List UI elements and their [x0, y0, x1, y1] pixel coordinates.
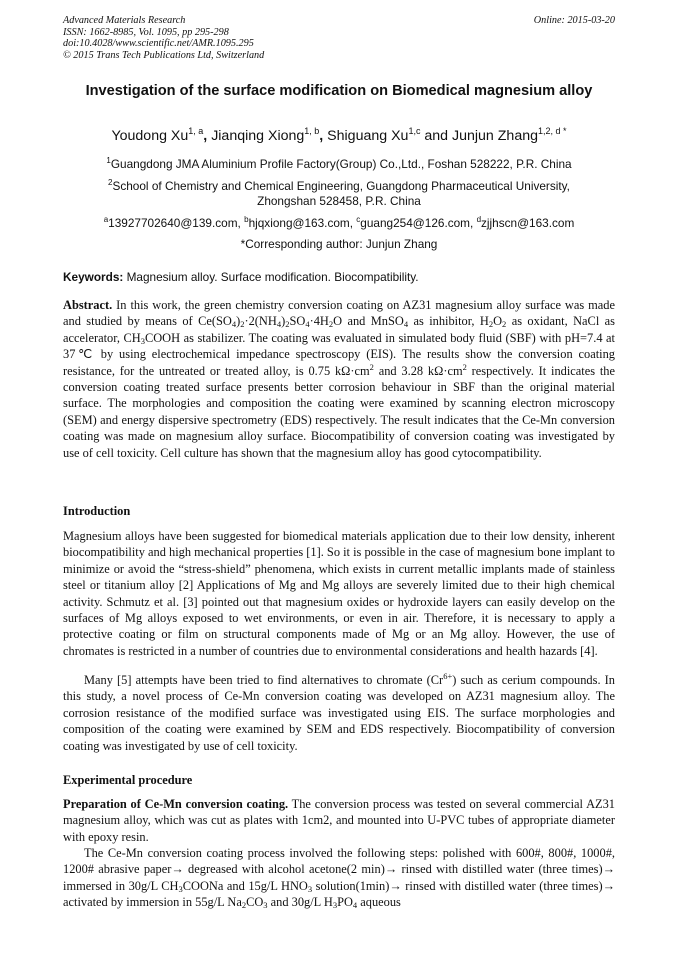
- superscript: 6+: [443, 671, 453, 681]
- author-name: Youdong Xu: [111, 128, 189, 144]
- affiliation-1-marker: 1: [106, 156, 111, 165]
- text-run: ): [236, 314, 241, 329]
- journal-name: Advanced Materials Research: [63, 15, 186, 26]
- text-run: COOH as stabilizer. The coating was evaluated in simulated body fluid (SBF) with pH=7.4 at 37℃ by using electrochemical impedance spectroscopy (EIS). The results show the conversion coating resistance, for the untreated or treated alloy, is 0.75 kΩ·cm: [63, 330, 615, 378]
- text-run: and 3.28 kΩ·cm: [373, 363, 463, 378]
- text-run: The Ce-Mn conversion coating process involved the following steps: polished with 600#, 800#, 1000#, 1200# abrasive paper→ degreased with alcohol acetone(2 min)→ rinsed with distilled water (three times)→ immersed in 30g/L CH: [63, 846, 615, 893]
- subscript: 3: [307, 883, 313, 894]
- paper-title: Investigation of the surface modification on Biomedical magnesium alloy: [85, 83, 593, 99]
- text-run: O: [493, 314, 503, 329]
- preparation-subheading: Preparation of Ce-Mn conversion coating.: [63, 797, 289, 811]
- subscript: 2: [488, 319, 494, 330]
- email-address: hjqxiong@163.com,: [248, 216, 357, 230]
- introduction-paragraph-2: [63, 672, 615, 754]
- keywords-label: Keywords:: [63, 270, 124, 284]
- text-run: ·2(NH: [244, 314, 277, 329]
- affiliation-2-line1: School of Chemistry and Chemical Engineering, Guangdong Pharmaceutical University,: [112, 179, 570, 193]
- author-list: [40, 127, 638, 146]
- subscript: 4: [403, 319, 409, 330]
- online-date: Online: 2015-03-20: [533, 15, 615, 26]
- journal-header: [63, 15, 483, 61]
- subscript: 3: [332, 900, 338, 911]
- journal-issn: ISSN: 1662-8985, Vol. 1095, pp 295-298: [63, 26, 229, 38]
- journal-doi: doi:10.4028/www.scientific.net/AMR.1095.295: [63, 38, 254, 50]
- author-separator: ,: [319, 128, 328, 144]
- keywords-text: Magnesium alloy. Surface modification. Biocompatibility.: [123, 270, 419, 284]
- author-affiliation-marker: 1,c: [408, 126, 421, 136]
- affiliation-2: [50, 179, 628, 209]
- author-name: Shiguang Xu: [327, 128, 409, 144]
- text-run: ): [281, 314, 286, 329]
- subscript: 2: [328, 319, 334, 330]
- email-address: guang254@126.com,: [360, 216, 477, 230]
- text-run: In this work, the green chemistry conversion coating on AZ31 magnesium alloy surface was made and studied by means of Ce(SO: [63, 298, 615, 329]
- keywords: [63, 270, 615, 285]
- text-run: SO: [289, 314, 306, 329]
- author-name: Junjun Zhang: [452, 128, 538, 144]
- subscript: 2: [241, 900, 247, 911]
- text-run: Many [5] attempts have been tried to find alternatives to chromate (Cr: [84, 673, 444, 687]
- author-affiliation-marker: 1,2, d *: [538, 126, 567, 136]
- subscript: 2: [285, 319, 290, 330]
- experimental-paragraph-1-text: The conversion process was tested on several commercial AZ31 magnesium alloy, which was cut as plates with 1cm2, and mounted into U-PVC tubes of appropriate diameter with epoxy resin.: [63, 797, 615, 844]
- text-run: ) such as cerium compounds. In this study, a novel process of Ce-Mn conversion coating was developed on AZ31 magnesium alloy. The corrosion resistance of the modified surface was investigated using EIS. The surface morphologies and composition of the coating were examined by SEM and EDS respectively. Biocompatibility of conversion coating was investigated by use of cell toxicity.: [63, 673, 615, 753]
- author-affiliation-marker: 1, a: [188, 126, 204, 136]
- text-run: PO: [337, 895, 353, 910]
- affiliation-1-text: Guangdong JMA Aluminium Profile Factory(Group) Co.,Ltd., Foshan 528222, P.R. China: [110, 157, 572, 171]
- experimental-paragraph-1: [63, 796, 615, 845]
- abstract-text: [63, 298, 615, 460]
- text-run: respectively. It indicates the conversion coating treated surface presents better corrosion behaviour in SBF than the original material surface. The morphologies and composition the coating were examined by scanning electron microscopy (SEM) and energy dispersive spectrometry (EDS) respectively. The result indicates that the Ce-Mn conversion coating was made on magnesium alloy surface. Biocompatibility of conversion coating was investigated by use of cell toxicity. Cell culture has shown that the magnesium alloy has good cytocompatibility.: [63, 363, 615, 460]
- subscript: 4: [352, 900, 358, 911]
- subscript: 2: [240, 319, 245, 330]
- author-affiliation-marker: 1, b: [304, 126, 320, 136]
- author-name: Jianqing Xiong: [211, 128, 305, 144]
- subscript: 3: [140, 335, 145, 346]
- text-run: as inhibitor, H: [408, 314, 489, 329]
- experimental-heading: Experimental procedure: [63, 773, 193, 787]
- text-run: solution(1min)→ rinsed with distilled water (three times)→ activated by immersion in 55g/L Na: [63, 878, 615, 910]
- subscript: 3: [178, 883, 183, 894]
- text-run: aqueous: [357, 895, 401, 910]
- subscript: 2: [502, 319, 507, 330]
- superscript: 2: [462, 361, 467, 372]
- subscript: 4: [276, 319, 282, 330]
- text-run: ·4H: [309, 314, 329, 329]
- superscript: 2: [369, 361, 374, 372]
- email-list: [50, 216, 628, 231]
- text-run: O and MnSO: [333, 314, 404, 329]
- experimental-paragraph-2: [63, 845, 615, 911]
- email-marker: b: [244, 215, 249, 224]
- email-address: zjjhscn@163.com: [481, 216, 575, 230]
- affiliation-2-line2: Zhongshan 528458, P.R. China: [257, 194, 421, 209]
- email-marker: d: [476, 215, 482, 224]
- text-run: COONa and 15g/L HNO: [182, 878, 308, 893]
- text-run: CO: [246, 895, 264, 910]
- email-marker: a: [103, 215, 109, 224]
- abstract: [63, 297, 615, 461]
- corresponding-author: *Corresponding author: Junjun Zhang: [240, 237, 438, 251]
- email-marker: c: [356, 215, 361, 224]
- author-separator: ,: [203, 128, 212, 144]
- text-run: and 30g/L H: [267, 895, 333, 910]
- introduction-paragraph-1: Magnesium alloys have been suggested for biomedical materials application due to their low density, inherent biocompatibility and high mechanical properties [1]. So it is possible in the case of magnesium bone implant to minimize or avoid the “stress-shield” phenomena, which exists in current metallic implants made of stainless steel or titanium alloy [2] Applications of Mg and Mg alloys are severely limited due to their high chemical activity. Schmutz et al. [3] pointed out that magnesium oxides or hydroxide layers can easily develop on the surfaces of Mg alloys exposed to wet environments, or even in air. Therefore, it is necessary to apply a protective coating or film on structural components made of Mg or an Mg alloy. However, the use of chromates is restricted in a number of countries due to environmental considerations and health hazards [4].: [63, 529, 615, 658]
- subscript: 3: [263, 900, 268, 911]
- introduction-heading: Introduction: [63, 504, 131, 518]
- subscript: 4: [305, 319, 310, 330]
- email-address: 13927702640@139.com,: [108, 216, 245, 230]
- author-separator: and: [420, 128, 453, 144]
- text-run: as oxidant, NaCl as accelerator, CH: [63, 314, 615, 345]
- subscript: 4: [231, 319, 237, 330]
- affiliation-2-marker: 2: [108, 178, 113, 187]
- abstract-label: Abstract.: [63, 298, 113, 312]
- affiliation-1: [50, 157, 628, 172]
- online-date-header: [534, 15, 615, 27]
- journal-copyright: © 2015 Trans Tech Publications Ltd, Switzerland: [63, 49, 265, 61]
